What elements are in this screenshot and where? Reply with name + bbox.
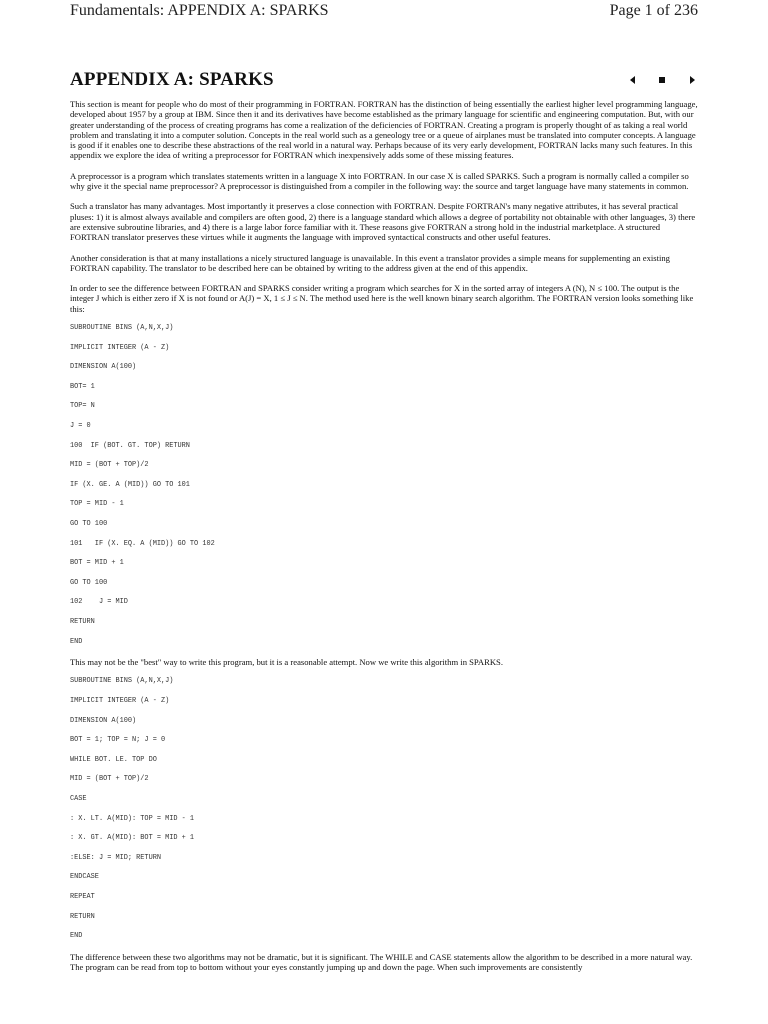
code-line: :ELSE: J = MID; RETURN [70, 853, 161, 862]
code-line: WHILE BOT. LE. TOP DO [70, 755, 157, 764]
code-line: IMPLICIT INTEGER (A - Z) [70, 697, 170, 706]
code-line: GO TO 100 [70, 578, 108, 587]
next-page-button[interactable] [686, 74, 698, 86]
code-line: 102 J = MID [70, 598, 128, 607]
code-line: BOT = MID + 1 [70, 559, 124, 568]
page-title: APPENDIX A: SPARKS [70, 69, 274, 90]
code-line: REPEAT [70, 892, 95, 901]
paragraph-advantages: Such a translator has many advantages. Most importantly it preserves a close connection with FORTRAN. Despite FORTRAN's many negative attributes, it has several practical pluses: 1) it is almost always available and compilers are often good, 2) there is a language standard which allows a degree of portability not obtainable with other languages, 3) there are extensive subroutine libraries, and 4) there is a large labor force familiar with it. These reasons give FORTRAN a strong hold in the industrial marketplace. A structured FORTRAN translator preserves these virtues while it augments the language with improved syntactical constructs and other useful features. [70, 201, 696, 243]
paragraph-difference: The difference between these two algorithms may not be dramatic, but it is significant. The WHILE and CASE statements allow the algorithm to be described in a more natural way. The program can be read from top to bottom without your eyes constantly jumping up and down the page. When such improvements are consistently [70, 951, 693, 973]
code-line: 101 IF (X. EQ. A (MID)) GO TO 102 [70, 539, 215, 548]
code-line: GO TO 100 [70, 519, 108, 528]
code-line: RETURN [70, 617, 95, 626]
code-line: TOP = MID - 1 [70, 500, 124, 509]
title-row [70, 67, 698, 93]
navigation-controls [626, 74, 698, 86]
code-line: TOP= N [70, 402, 95, 411]
paragraph-consideration: Another consideration is that at many installations a nicely structured language is unavailable. In this event a translator provides a simple means for supplementing an existing FORTRAN capability. The translator to be described here can be obtained by writing to the address given at the end of this appendix. [70, 252, 670, 273]
triangle-left-icon [630, 76, 635, 84]
code-line: END [70, 637, 83, 646]
code-line: ENDCASE [70, 873, 99, 882]
code-line: IF (X. GE. A (MID)) GO TO 101 [70, 480, 190, 489]
code-line: SUBROUTINE BINS (A,N,X,J) [70, 324, 174, 333]
code-line: DIMENSION A(100) [70, 363, 137, 372]
triangle-right-icon [690, 76, 695, 84]
document-body [70, 99, 698, 982]
code-line: SUBROUTINE BINS (A,N,X,J) [70, 677, 174, 686]
code-line: MID = (BOT + TOP)/2 [70, 775, 149, 784]
code-line: : X. GT. A(MID): BOT = MID + 1 [70, 834, 195, 843]
code-line: : X. LT. A(MID): TOP = MID - 1 [70, 814, 195, 823]
contents-button[interactable] [656, 74, 668, 86]
fortran-code-block [70, 324, 698, 646]
sparks-code-block [70, 677, 698, 940]
paragraph-intro: This section is meant for people who do most of their programming in FORTRAN. FORTRAN has the distinction of being essentially the earliest higher level programming language, developed about 1957 by a group at IBM. Since then it and its derivatives have become established as the primary language for scientific and engineering computation. But, with our greater understanding of the process of creating programs has come a realization of the deficiencies of FORTRAN. Creating a program is properly thought of as taking a real world problem and translating it into a computer solution. Concepts in the real world such as a geneology tree or a queue of airplanes must be translated into computer concepts. A language is good if it enables one to describe these abstractions of the real world in a natural way. Perhaps because of its very early development, FORTRAN lacks many such features. In this appendix we explore the idea of writing a preprocessor for FORTRAN which inexpensively adds some of these missing features. [70, 99, 698, 161]
previous-page-button[interactable] [626, 74, 638, 86]
code-line: MID = (BOT + TOP)/2 [70, 461, 149, 470]
paragraph-binary-search: In order to see the difference between FORTRAN and SPARKS consider writing a program which searches for X in the sorted array of integers A (N), N ≤ 100. The output is the integer J which is either zero if X is not found or A(J) = X, 1 ≤ J ≤ N. The method used here is the well known binary search algorithm. The FORTRAN version looks something like this: [70, 283, 694, 314]
code-line: END [70, 932, 83, 941]
code-line: 100 IF (BOT. GT. TOP) RETURN [70, 441, 190, 450]
page-header [70, 0, 698, 22]
code-line: BOT = 1; TOP = N; J = 0 [70, 736, 166, 745]
code-line: DIMENSION A(100) [70, 716, 137, 725]
code-line: CASE [70, 795, 87, 803]
code-line: BOT= 1 [70, 382, 95, 391]
code-line: RETURN [70, 912, 95, 921]
code-line: J = 0 [70, 422, 91, 431]
code-line: IMPLICIT INTEGER (A - Z) [70, 343, 170, 352]
page-number: Page 1 of 236 [609, 2, 698, 19]
paragraph-preprocessor: A preprocessor is a program which translates statements written in a language X into FORTRAN. In our case X is called SPARKS. Such a program is normally called a compiler so why give it the special name preprocessor? A preprocessor is distinguished from a compiler in the following way: the source and target language have many statements in common. [70, 170, 689, 192]
paragraph-best-way: This may not be the "best" way to write this program, but it is a reasonable attempt. Now we write this algorithm in SPARKS. [70, 657, 503, 668]
header-document-title: Fundamentals: APPENDIX A: SPARKS [70, 2, 329, 19]
square-icon [659, 77, 665, 83]
